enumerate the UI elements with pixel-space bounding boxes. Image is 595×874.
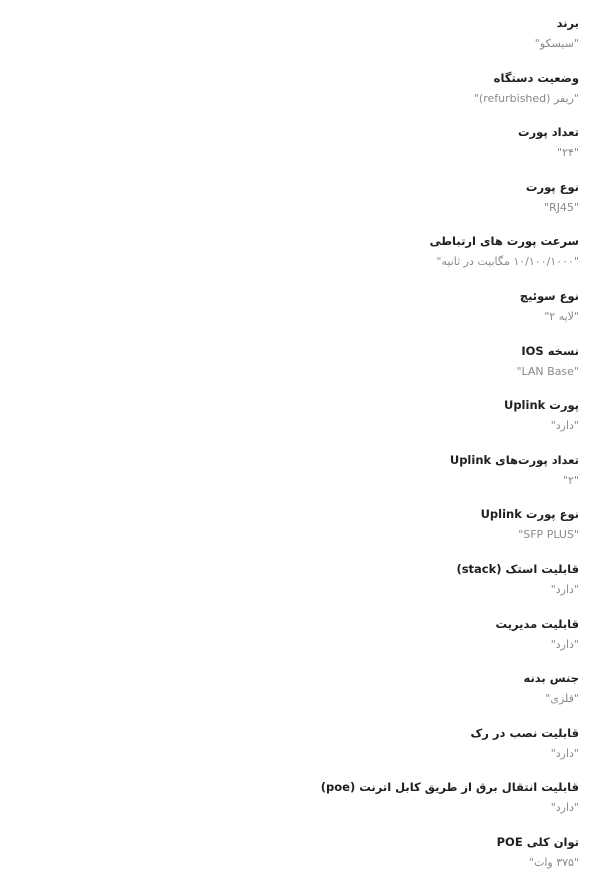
spec-label: توان کلی POE xyxy=(496,834,579,849)
spec-row-management-capability xyxy=(0,601,579,656)
spec-row-rack-mount xyxy=(0,710,579,765)
spec-label: قابلیت انتقال برق از طریق کابل اترنت (poe) xyxy=(320,780,579,795)
spec-row-poe xyxy=(0,764,579,819)
spec-value: "SFP PLUS" xyxy=(518,528,579,542)
spec-row-port-speed xyxy=(0,218,579,273)
spec-value: "دارد" xyxy=(550,801,579,815)
spec-value: "فلزی" xyxy=(545,692,579,706)
spec-label: تعداد پورت‌های Uplink xyxy=(449,452,579,467)
spec-row-uplink-port-count xyxy=(0,437,579,492)
spec-label: برند xyxy=(556,16,579,30)
spec-row-ios-version xyxy=(0,328,579,383)
spec-value: "RJ45" xyxy=(543,200,579,214)
spec-value: "دارد" xyxy=(550,637,579,651)
spec-row-port-type xyxy=(0,164,579,219)
spec-label: نوع سوئیچ xyxy=(519,288,579,303)
spec-value: "ریفر (refurbished)" xyxy=(473,91,579,105)
spec-value: "۲۴" xyxy=(557,146,579,160)
spec-label: تعداد پورت xyxy=(517,125,579,140)
spec-row-uplink-port-type xyxy=(0,491,579,546)
spec-value: "دارد" xyxy=(550,582,579,596)
spec-row-port-count xyxy=(0,109,579,164)
spec-value: "سیسکو" xyxy=(534,37,579,50)
spec-row-poe-total-power xyxy=(0,819,579,874)
spec-label: قابلیت نصب در رک xyxy=(470,725,579,740)
spec-label: جنس بدنه xyxy=(523,671,579,686)
spec-label: وضعیت دستگاه xyxy=(493,70,579,85)
spec-value: "دارد" xyxy=(550,746,579,760)
spec-row-uplink-port xyxy=(0,382,579,437)
spec-row-stack-capability xyxy=(0,546,579,601)
spec-row-switch-type xyxy=(0,273,579,328)
spec-value: "۳۷۵ وات" xyxy=(528,855,579,869)
spec-value: "۱۰/۱۰۰/۱۰۰۰ مگابیت در ثانیه" xyxy=(436,255,579,269)
spec-row-device-condition xyxy=(0,55,579,110)
spec-label: نوع پورت Uplink xyxy=(480,507,579,522)
spec-value: "۲" xyxy=(562,473,579,487)
spec-label: نوع پورت xyxy=(525,179,579,194)
spec-label: پورت Uplink xyxy=(503,398,579,413)
spec-label: قابلیت استک (stack) xyxy=(456,561,579,576)
spec-row-brand xyxy=(0,0,579,55)
spec-label: قابلیت مدیریت xyxy=(495,616,579,631)
spec-label: نسخه IOS xyxy=(521,343,579,358)
spec-row-body-material xyxy=(0,655,579,710)
spec-value: "لایه ۲" xyxy=(544,309,579,323)
spec-value: "دارد" xyxy=(550,419,579,433)
spec-label: سرعت پورت های ارتباطی xyxy=(429,234,579,249)
spec-value: "LAN Base" xyxy=(516,364,579,378)
